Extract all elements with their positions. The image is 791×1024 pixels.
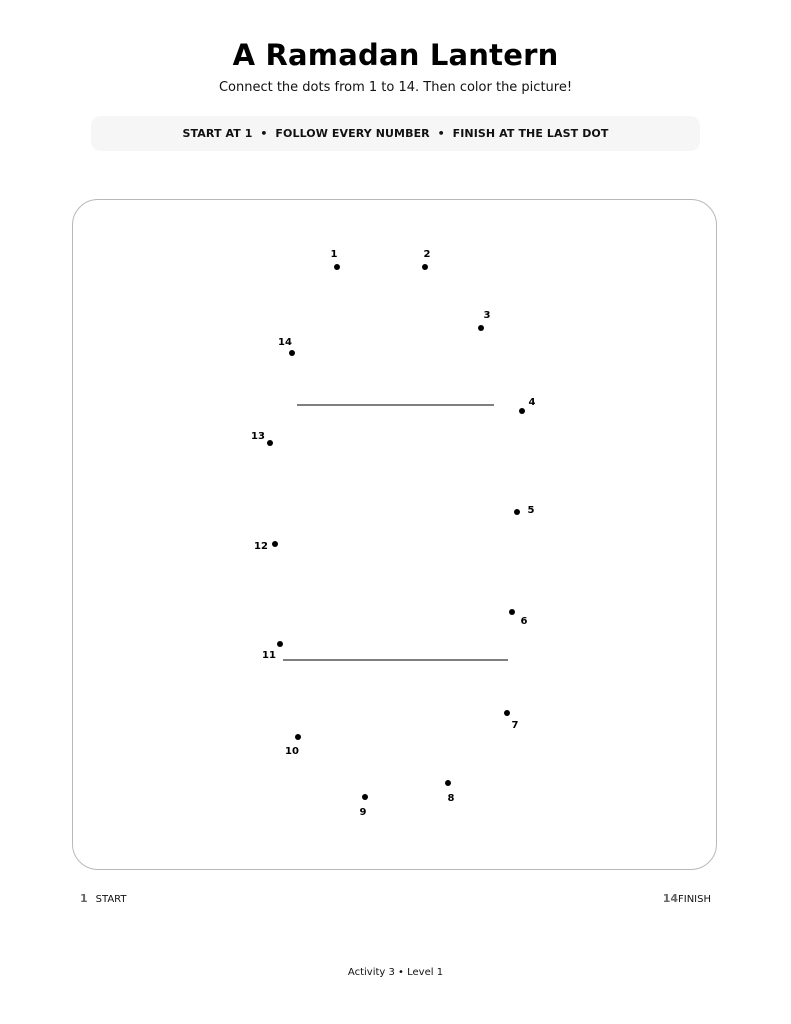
- dot-number-label: 14: [278, 337, 292, 348]
- start-label: START: [95, 894, 127, 905]
- dot-number-label: 8: [447, 793, 455, 804]
- dot-number-label: 3: [483, 310, 491, 321]
- dot-number-label: 1: [330, 249, 338, 260]
- dot-number-label: 5: [527, 505, 535, 516]
- dot-number-label: 9: [359, 807, 367, 818]
- activity-footer: Activity 3 • Level 1: [347, 967, 444, 978]
- dot-number-label: 2: [423, 249, 431, 260]
- finish-number: 14: [662, 892, 678, 905]
- dot-number-label: 7: [511, 720, 519, 731]
- dot-number-label: 12: [254, 541, 268, 552]
- dot-number-label: 6: [520, 616, 528, 627]
- start-legend: [80, 892, 127, 905]
- finish-legend: [663, 892, 711, 905]
- dot-number-label: 4: [528, 397, 536, 408]
- dot-number-label: 13: [251, 431, 265, 442]
- rules-banner-text: START AT 1 • FOLLOW EVERY NUMBER • FINISH AT THE LAST DOT: [182, 127, 609, 140]
- dot-number-label: 11: [262, 650, 276, 661]
- puzzle-board[interactable]: [72, 199, 717, 870]
- rules-banner: [91, 116, 700, 151]
- page-title: A Ramadan Lantern: [232, 38, 559, 72]
- instructions: Connect the dots from 1 to 14. Then color the picture!: [218, 80, 573, 95]
- finish-label: FINISH: [678, 894, 711, 905]
- dot-number-label: 10: [285, 746, 299, 757]
- start-number: 1: [80, 892, 88, 905]
